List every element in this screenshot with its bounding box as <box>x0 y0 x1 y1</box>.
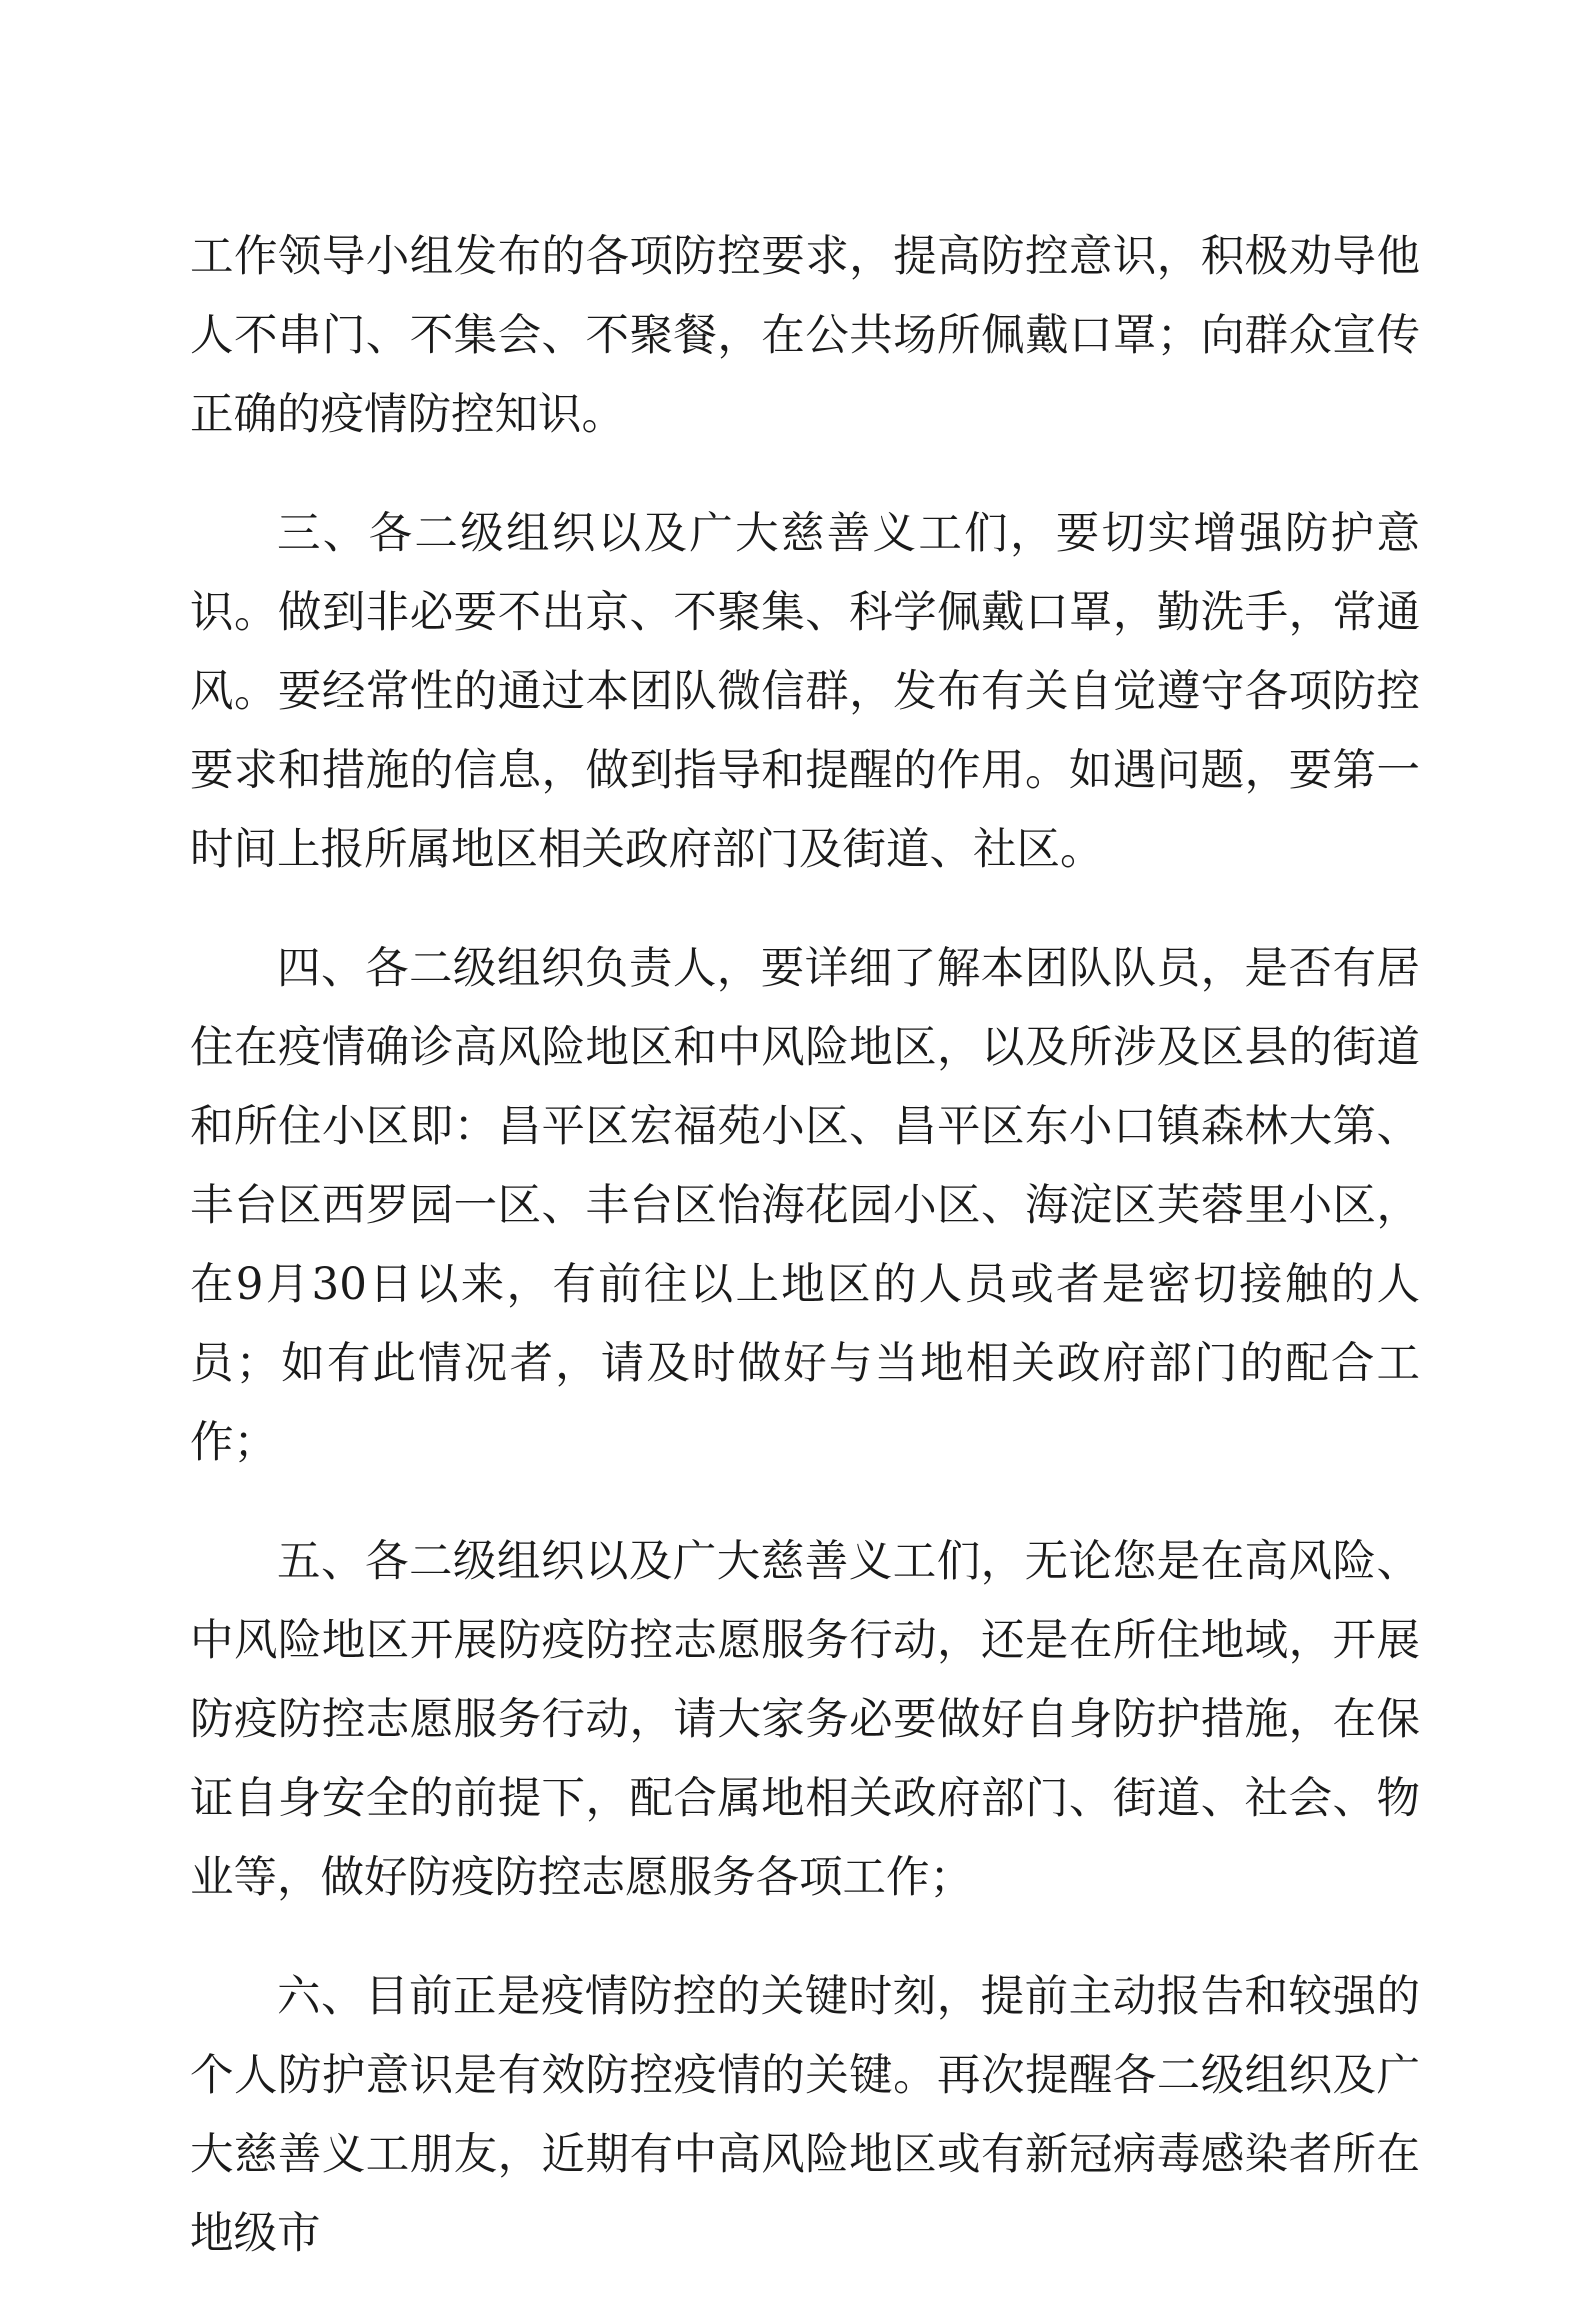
document-body <box>190 218 1420 2314</box>
paragraph-continuation: 工作领导小组发布的各项防控要求，提高防控意识，积极劝导他人不串门、不集会、不聚餐，在公共场所佩戴口罩；向群众宣传正确的疫情防控知识。 <box>190 232 1420 440</box>
paragraph-item-5: 五、各二级组织以及广大慈善义工们，无论您是在高风险、中风险地区开展防疫防控志愿服务行动，还是在所住地域，开展防疫防控志愿服务行动，请大家务必要做好自身防护措施，在保证自身安全的前提下，配合属地相关政府部门、街道、社会、物业等，做好防疫防控志愿服务各项工作； <box>190 1537 1420 1903</box>
paragraph-item-4: 四、各二级组织负责人，要详细了解本团队队员，是否有居住在疫情确诊高风险地区和中风险地区，以及所涉及区县的街道和所住小区即：昌平区宏福苑小区、昌平区东小口镇森林大第、丰台区西罗园一区、丰台区怡海花园小区、海淀区芙蓉里小区，在9月30日以来，有前往以上地区的人员或者是密切接触的人员；如有此情况者，请及时做好与当地相关政府部门的配合工作； <box>190 944 1420 1468</box>
paragraph-item-6: 六、目前正是疫情防控的关键时刻，提前主动报告和较强的个人防护意识是有效防控疫情的关键。再次提醒各二级组织及广大慈善义工朋友，近期有中高风险地区或有新冠病毒感染者所在地级市 <box>190 1972 1420 2259</box>
paragraph-item-3: 三、各二级组织以及广大慈善义工们，要切实增强防护意识。做到非必要不出京、不聚集、科学佩戴口罩，勤洗手，常通风。要经常性的通过本团队微信群，发布有关自觉遵守各项防控要求和措施的信息，做到指导和提醒的作用。如遇问题，要第一时间上报所属地区相关政府部门及街道、社区。 <box>190 509 1420 875</box>
